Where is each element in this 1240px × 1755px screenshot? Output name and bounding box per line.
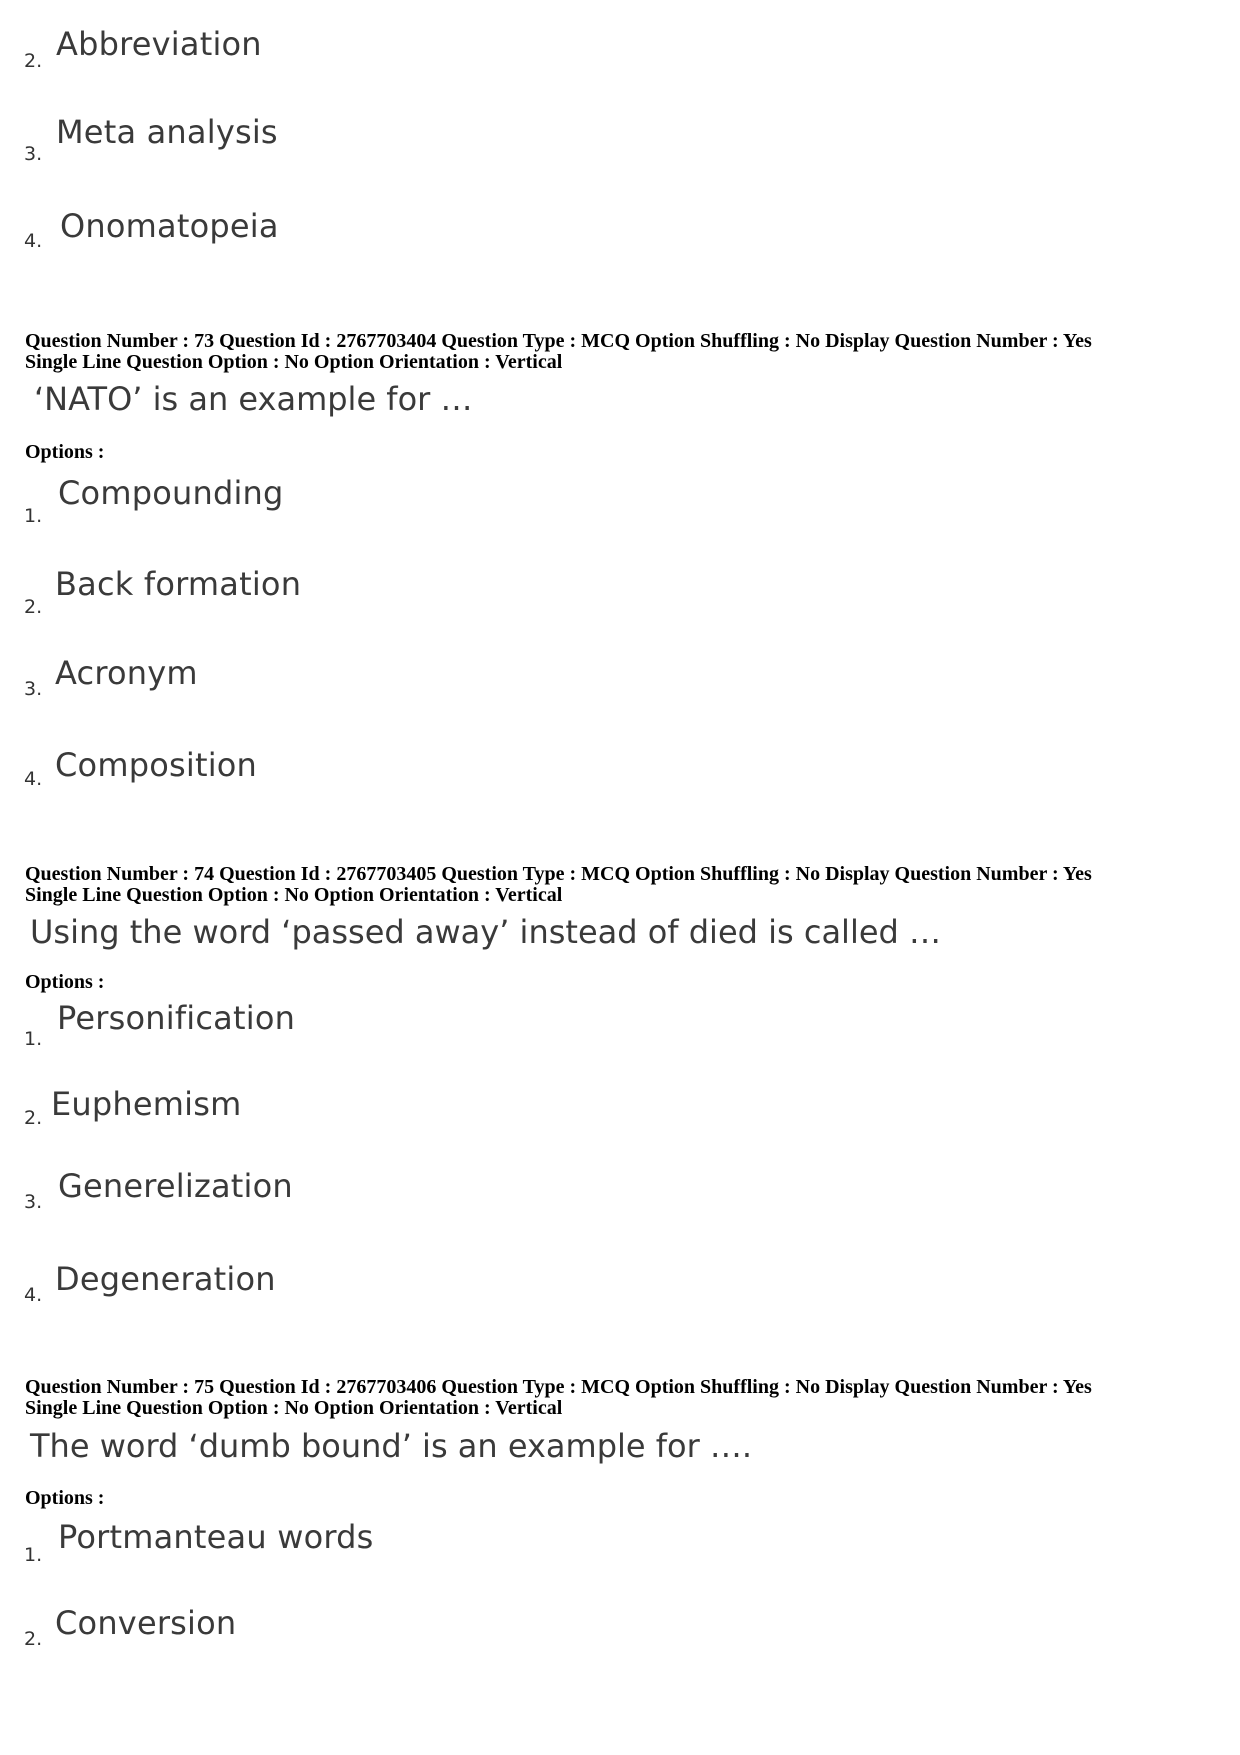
option-number: 1. [24, 505, 43, 527]
question-text: Using the word ‘passed away’ instead of died is called … [30, 913, 941, 951]
option-text: Portmanteau words [58, 1518, 374, 1556]
question-meta-line2: Single Line Question Option : No Option Orientation : Vertical [25, 351, 563, 373]
option-text: Personification [57, 999, 296, 1037]
options-label: Options : [25, 971, 105, 993]
question-text: The word ‘dumb bound’ is an example for …. [30, 1427, 753, 1465]
option-number: 3. [24, 143, 43, 165]
question-meta-line2: Single Line Question Option : No Option Orientation : Vertical [25, 884, 563, 906]
option-number: 2. [24, 1628, 43, 1650]
option-number: 2. [24, 1107, 43, 1129]
option-number: 4. [24, 768, 43, 790]
question-meta-line2: Single Line Question Option : No Option Orientation : Vertical [25, 1397, 563, 1419]
option-text: Generelization [58, 1167, 293, 1205]
options-label: Options : [25, 1487, 105, 1509]
option-text: Composition [55, 746, 258, 784]
option-text: Conversion [55, 1604, 237, 1642]
option-text: Onomatopeia [60, 207, 279, 245]
option-text: Euphemism [51, 1085, 242, 1123]
option-text: Abbreviation [56, 25, 262, 63]
option-number: 2. [24, 596, 43, 618]
option-number: 1. [24, 1544, 43, 1566]
question-meta-line1: Question Number : 73 Question Id : 2767703404 Question Type : MCQ Option Shuffling : No Display Question Number : Yes [25, 330, 1092, 352]
option-number: 4. [24, 230, 43, 252]
option-text: Back formation [55, 565, 302, 603]
option-text: Degeneration [55, 1260, 276, 1298]
option-text: Meta analysis [56, 113, 278, 151]
question-meta-line1: Question Number : 75 Question Id : 2767703406 Question Type : MCQ Option Shuffling : No Display Question Number : Yes [25, 1376, 1092, 1398]
option-number: 4. [24, 1284, 43, 1306]
option-text: Compounding [58, 474, 284, 512]
option-number: 3. [24, 678, 43, 700]
option-text: Acronym [55, 654, 198, 692]
option-number: 1. [24, 1028, 43, 1050]
option-number: 3. [24, 1191, 43, 1213]
question-text: ‘NATO’ is an example for … [34, 380, 473, 418]
option-number: 2. [24, 50, 43, 72]
question-meta-line1: Question Number : 74 Question Id : 2767703405 Question Type : MCQ Option Shuffling : No Display Question Number : Yes [25, 863, 1092, 885]
options-label: Options : [25, 441, 105, 463]
